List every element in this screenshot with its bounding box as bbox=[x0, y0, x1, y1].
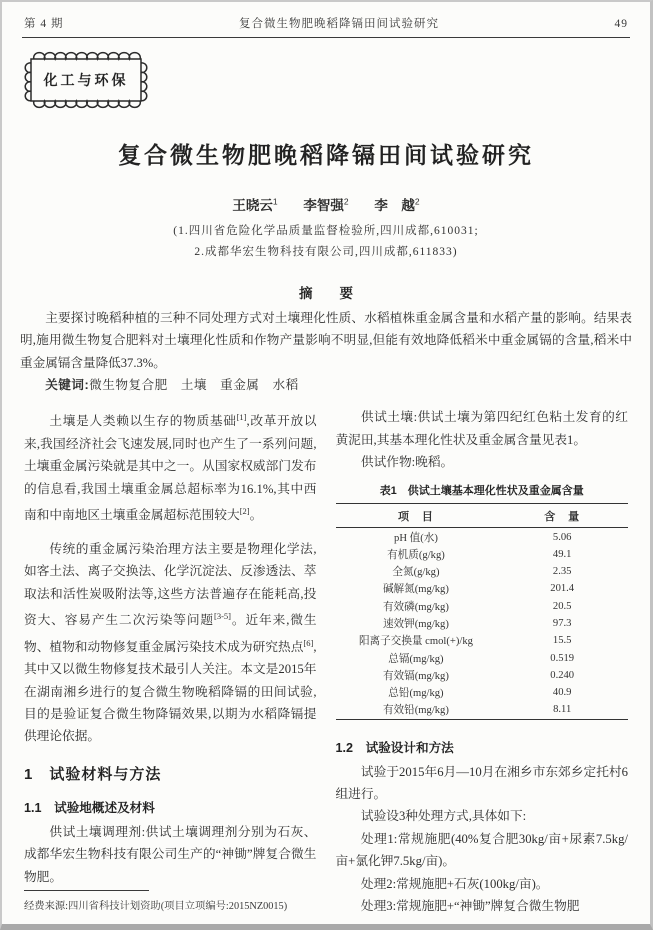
method-paragraph-2: 试验设3种处理方式,具体如下: bbox=[360, 809, 527, 824]
table-row: 总铅(mg/kg) 40.9 bbox=[388, 687, 572, 700]
crop-paragraph: 供试作物:晚稻。 bbox=[360, 455, 454, 469]
header-rule bbox=[22, 37, 630, 38]
table-row: 碱解氮(mg/kg) 201.4 bbox=[382, 583, 575, 596]
author-affil-sup: 2 bbox=[343, 196, 349, 207]
author: 王晓云$^1$ bbox=[232, 196, 278, 213]
column-header-value: 含 量 bbox=[496, 504, 628, 528]
keywords-line bbox=[20, 374, 632, 396]
right-column bbox=[336, 406, 629, 917]
footnote-text: 经费来源:四川省科技计划资助(项目立项编号:2015NZ0015) bbox=[24, 901, 288, 912]
header-running-title: 复合微生物肥晚稻降镉田间试验研究 bbox=[239, 18, 439, 30]
table-row: 有效磷(mg/kg) 20.5 bbox=[382, 600, 572, 613]
article-title: 复合微生物肥晚稻降镉田间试验研究 bbox=[118, 143, 534, 168]
keywords-label: 关键词: bbox=[45, 377, 90, 392]
intro-paragraph-2: 传统的重金属污染治理方法主要是物理化学法,如客土法、离子交换法、化学沉淀法、反渗透法、萃取法和活性炭吸附法等,这些方法普遍存在能耗高,投资大、容易产生二次污染等问题[3-5]。近年来,微生物、植物和动物修复重金属污染技术成为研究热点[6],其中又以微生物修复技术最引人关注。本文是2015年在湖南湘乡进行的复合微生物晚稻降镉的田间试验,目的是验证复合微生物降镉效果,以期为水稻降镉提供理论依据。 bbox=[24, 541, 317, 744]
section-1-heading: 1 试验材料与方法 bbox=[24, 765, 162, 783]
author: 李 越$^2$ bbox=[374, 196, 420, 213]
soil-properties-table bbox=[336, 503, 629, 719]
citation-ref: [1] bbox=[236, 412, 247, 423]
table-row: 有效镉(mg/kg) 0.240 bbox=[382, 669, 575, 682]
table-row: 有效铅(mg/kg) 8.11 bbox=[382, 704, 572, 717]
header-page-number: 49 bbox=[614, 18, 628, 30]
treatment-3-paragraph: 处理3:常规施肥+“神锄”牌复合微生物肥 bbox=[360, 898, 580, 913]
table-row: 速效钾(mg/kg) 97.3 bbox=[382, 617, 572, 630]
table-row: 有机质(g/kg) 49.1 bbox=[387, 548, 572, 561]
keywords-text: 微生物复合肥 土壤 重金属 水稻 bbox=[89, 377, 299, 392]
table-row: pH 值(水) 5.06 bbox=[394, 531, 572, 544]
affiliations bbox=[2, 221, 650, 263]
affiliation-line: (1.四川省危险化学品质量监督检验所,四川成都,610031; bbox=[173, 225, 479, 237]
section-1-1-heading: 1.1 试验地概述及材料 bbox=[24, 800, 155, 815]
section-1-2-heading: 1.2 试验设计和方法 bbox=[335, 740, 454, 755]
table-row: 阳离子交换量 cmol(+)/kg 15.5 bbox=[358, 635, 572, 648]
citation-ref: [3-5] bbox=[214, 610, 232, 621]
citation-ref: [6] bbox=[303, 637, 314, 648]
category-label: 化工与环保 bbox=[43, 74, 129, 89]
table-header-row bbox=[336, 504, 629, 528]
section-1-1-paragraph: 供试土壤调理剂:供试土壤调理剂分别为石灰、成都华宏生物科技有限公司生产的“神锄”牌复合微生物肥。 bbox=[24, 824, 317, 884]
footnote-rule bbox=[24, 890, 149, 891]
left-column bbox=[24, 406, 317, 917]
citation-ref: [2] bbox=[239, 506, 250, 517]
column-header-item: 项 目 bbox=[336, 504, 497, 528]
table-1-caption: 表1 供试土壤基本理化性状及重金属含量 bbox=[379, 485, 584, 498]
body-columns bbox=[24, 406, 628, 917]
header-issue: 第 4 期 bbox=[24, 18, 64, 30]
running-header bbox=[24, 15, 628, 31]
soil-paragraph: 供试土壤:供试土壤为第四纪红色粘土发育的红黄泥田,其基本理化性状及重金属含量见表1。 bbox=[335, 410, 628, 447]
author: 李智强$^2$ bbox=[303, 196, 349, 213]
affiliation-line: 2.成都华宏生物科技有限公司,四川成都,611833) bbox=[194, 246, 458, 258]
table-row: 总镉(mg/kg) 0.519 bbox=[388, 652, 575, 665]
author-affil-sup: 1 bbox=[272, 196, 278, 207]
author-affil-sup: 2 bbox=[414, 196, 420, 207]
table-row: 全氮(g/kg) 2.35 bbox=[392, 566, 572, 579]
method-paragraph-1: 试验于2015年6月—10月在湘乡市东郊乡定托村6组进行。 bbox=[335, 764, 628, 801]
treatment-1-paragraph: 处理1:常规施肥(40%复合肥30kg/亩+尿素7.5kg/亩+氯化钾7.5kg/亩)。 bbox=[335, 831, 628, 869]
abstract-text: 主要探讨晚稻种植的三种不同处理方式对土壤理化性质、水稻植株重金属含量和水稻产量的影响。结果表明,施用微生物复合肥料对土壤理化性质和作物产量影响不明显,但能有效地降低稻米中重金属镉的含量,稻米中重金属镉含量降低37.3%。 bbox=[20, 311, 632, 370]
author-line bbox=[2, 194, 650, 214]
column-category-box bbox=[22, 49, 152, 113]
abstract-heading: 摘 要 bbox=[299, 286, 353, 301]
treatment-2-paragraph: 处理2:常规施肥+石灰(100kg/亩)。 bbox=[360, 876, 549, 891]
funding-footnote bbox=[24, 890, 354, 912]
intro-paragraph-1: 土壤是人类赖以生存的物质基础[1],改革开放以来,我国经济社会飞速发展,同时也产生了一系列问题,土壤重金属污染就是其中之一。从国家权威部门发布的信息看,我国土壤重金属总超标率为16.1%,其中西南和中南地区土壤重金属超标范围较大[2]。 bbox=[24, 412, 317, 523]
